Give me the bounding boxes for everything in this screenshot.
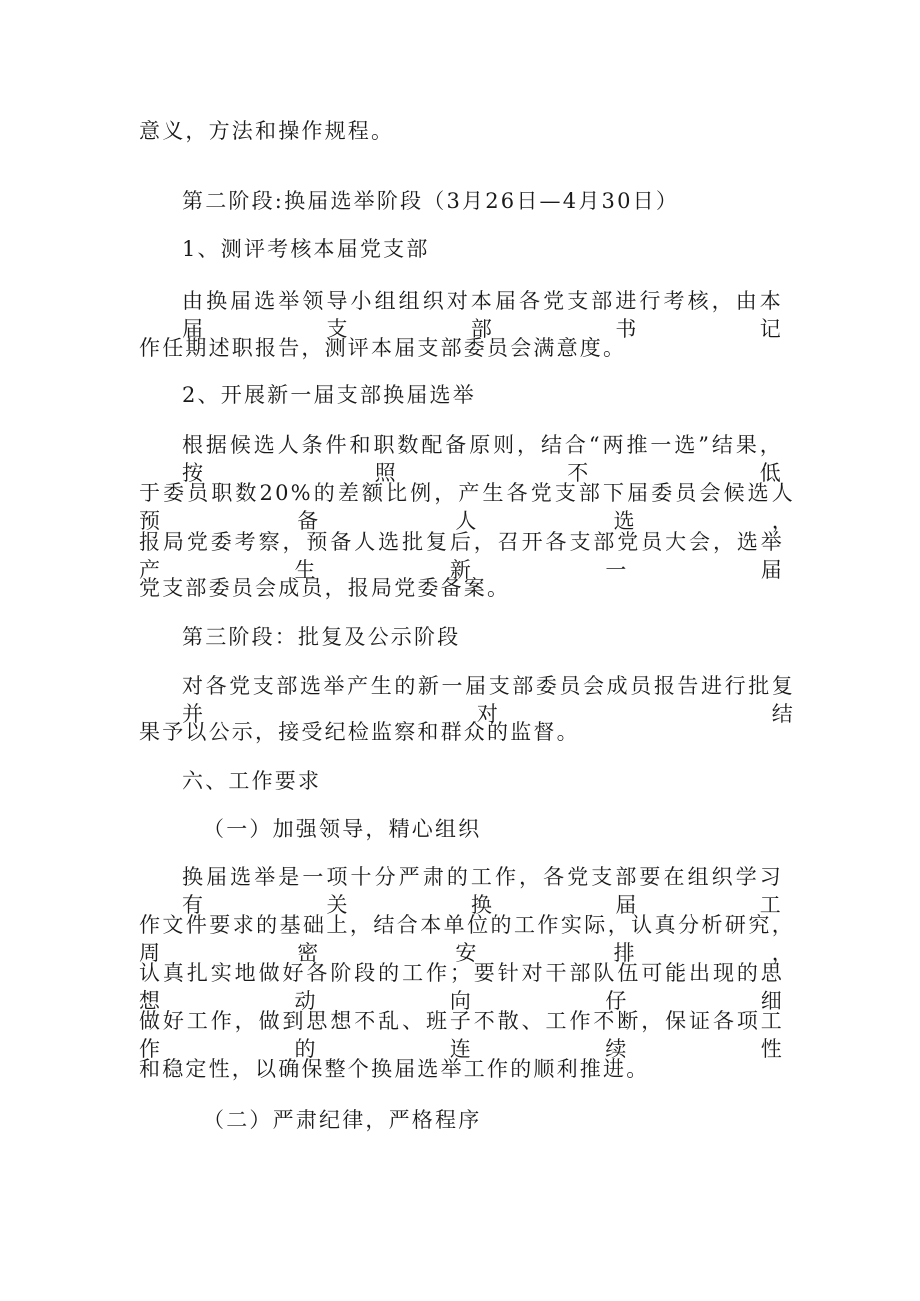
text-line: 认真扎实地做好各阶段的工作；要针对干部队伍可能出现的思想动向仔细 bbox=[139, 961, 784, 1013]
stage-heading: 第三阶段：批复及公示阶段 bbox=[182, 625, 461, 649]
sub-heading: （一）加强领导，精心组织 bbox=[203, 817, 482, 841]
text-line: 和稳定性，以确保整个换届选举工作的顺利推进。 bbox=[139, 1057, 650, 1081]
text-line: 作任期述职报告，测评本届支部委员会满意度。 bbox=[139, 336, 627, 360]
text-line: 作文件要求的基础上，结合本单位的工作实际，认真分析研究，周密安排， bbox=[139, 913, 795, 965]
stage-heading: 第二阶段:换届选举阶段（3月26日—4月30日） bbox=[182, 189, 680, 213]
text-line: 对各党支部选举产生的新一届支部委员会成员报告进行批复并对结 bbox=[182, 674, 795, 726]
text-line: 于委员职数20%的差额比例，产生各党支部下届委员会候选人预备人选， bbox=[139, 481, 795, 533]
section-heading: 六、工作要求 bbox=[182, 769, 322, 793]
text-line: 意义，方法和操作规程。 bbox=[139, 119, 395, 143]
sub-heading: 2、开展新一届支部换届选举 bbox=[182, 383, 476, 407]
sub-heading: 1、测评考核本届党支部 bbox=[182, 237, 430, 261]
sub-heading: （二）严肃纪律，严格程序 bbox=[203, 1108, 482, 1132]
text-line: 根据候选人条件和职数配备原则，结合“两推一选”结果，按照不低 bbox=[182, 433, 783, 485]
text-line: 果予以公示，接受纪检监察和群众的监督。 bbox=[139, 720, 580, 744]
text-line: 做好工作，做到思想不乱、班子不散、工作不断，保证各项工作的连续性 bbox=[139, 1009, 784, 1061]
text-line: 由换届选举领导小组组织对本届各党支部进行考核，由本届支部书记 bbox=[182, 289, 783, 341]
text-line: 党支部委员会成员，报局党委备案。 bbox=[139, 576, 511, 600]
text-line: 报局党委考察，预备人选批复后，召开各支部党员大会，选举产生新一届 bbox=[139, 530, 784, 582]
text-line: 换届选举是一项十分严肃的工作，各党支部要在组织学习有关换届工 bbox=[182, 865, 783, 917]
